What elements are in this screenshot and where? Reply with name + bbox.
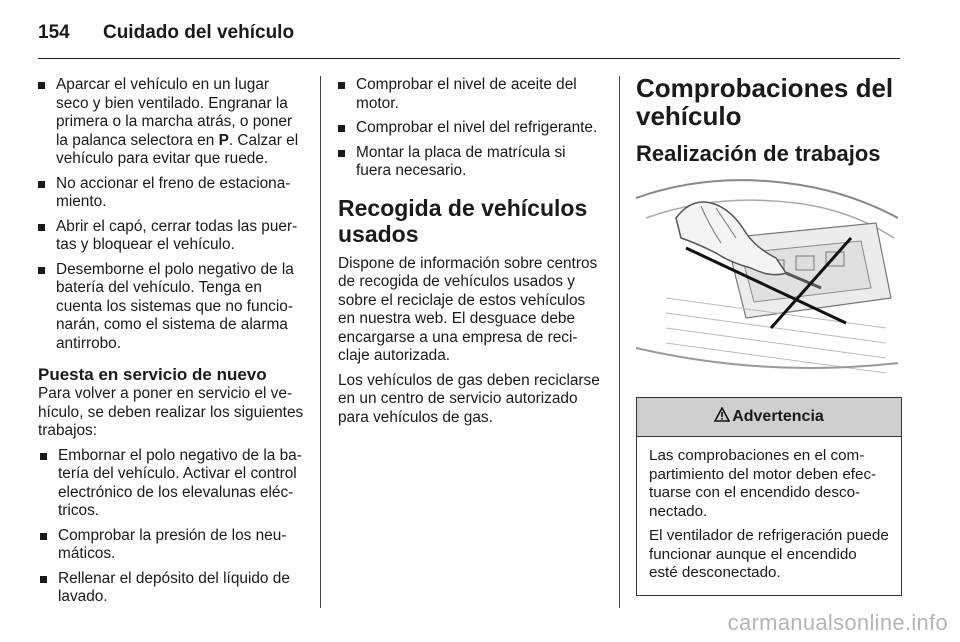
- bullet-square-icon: [38, 224, 45, 231]
- header-rule: [38, 58, 900, 59]
- list-item: [38, 76, 304, 169]
- engine-bay-drawing: [636, 178, 898, 383]
- list-item: [38, 218, 304, 255]
- column-divider: [619, 76, 620, 608]
- recycling-paragraph: Dispone de información sobre centros de recogida de vehículos usados y sobre el reciclaje de estos vehículos en nuestra web. El desguace debe encargarse a una empresa de reciclaje autorizada.: [338, 254, 598, 364]
- bullet-square-icon: [338, 150, 345, 157]
- warning-header: [637, 398, 901, 437]
- column-divider: [320, 76, 321, 608]
- warning-body: [637, 437, 901, 595]
- column-1: [38, 76, 304, 613]
- list-item: [40, 570, 304, 607]
- warning-paragraph: Las comprobaciones en el compartimiento del motor deben efectuarse con el encendido desconectado.: [649, 447, 877, 520]
- bullet-square-icon: [38, 181, 45, 188]
- recommission-steps-list: [38, 447, 304, 607]
- warning-paragraph: El ventilador de refrigeración puede funcionar aunque el encendido esté desconectado.: [649, 527, 889, 581]
- page-header: [38, 22, 294, 44]
- list-item: [40, 527, 304, 564]
- engine-compartment-illustration: [636, 178, 898, 383]
- page-number: 154: [38, 22, 70, 43]
- column-2: [338, 76, 604, 433]
- list-item: [38, 175, 304, 212]
- list-item-text: Embornar el polo negativo de la batería del vehículo. Activar el control electrónico de los elevalunas eléctricos.: [58, 446, 302, 519]
- list-item-text: Abrir el capó, cerrar todas las puertas y bloquear el vehículo.: [56, 217, 298, 253]
- bullet-square-icon: [338, 125, 345, 132]
- storage-steps-list: [38, 76, 304, 353]
- column-3: [636, 73, 902, 596]
- bullet-square-icon: [40, 576, 47, 583]
- list-item-text: Comprobar el nivel del refrigerante.: [356, 119, 598, 136]
- bullet-square-icon: [38, 82, 45, 89]
- watermark: carmanualsonline.info: [727, 610, 948, 635]
- gas-vehicle-paragraph: Los vehículos de gas deben reciclarse en un centro de servicio autorizado para vehículos de gas.: [338, 371, 600, 426]
- recommission-intro: Para volver a poner en servicio el vehículo, se deben realizar los siguientes trabajos:: [38, 385, 304, 439]
- list-item-text: No accionar el freno de estacionamiento.: [56, 174, 291, 210]
- list-item-text-post: . Calzar el vehículo para evitar que ruede.: [56, 131, 299, 167]
- section-heading-checks: Comprobaciones del vehículo: [636, 73, 894, 131]
- list-item: [338, 76, 604, 113]
- list-item-text: Comprobar el nivel de aceite del motor.: [356, 76, 577, 112]
- bullet-square-icon: [40, 453, 47, 460]
- section-heading-recycling: Recogida de vehículos usados: [338, 194, 588, 247]
- warning-box: [636, 397, 902, 596]
- page-title: Cuidado del vehículo: [102, 22, 295, 43]
- list-item-text: Rellenar el depósito del líquido de lavado.: [58, 569, 290, 605]
- list-item-text: Comprobar la presión de los neumáticos.: [58, 526, 287, 562]
- recommission-steps-continued: [338, 76, 604, 181]
- list-item-text-pre: Aparcar el vehículo en un lugar seco y bien ventilado. Engranar la primera o la marcha atrás, o poner la palanca selectora en: [56, 76, 293, 149]
- list-item: [338, 144, 604, 181]
- subheading-recommission: Puesta en servicio de nuevo: [38, 365, 267, 384]
- subheading-work: Realización de trabajos: [636, 141, 881, 166]
- list-item: [40, 447, 304, 521]
- bullet-square-icon: [338, 82, 345, 89]
- list-item-text: Desemborne el polo negativo de la batería del vehículo. Tenga en cuenta los sistemas que no funcionarán, como el sistema de alarma antirrobo.: [56, 260, 294, 352]
- list-item: [38, 261, 304, 354]
- bullet-square-icon: [38, 267, 45, 274]
- list-item: [338, 119, 604, 138]
- list-item-bold: P: [218, 131, 229, 149]
- warning-title: Advertencia: [732, 407, 824, 425]
- bullet-square-icon: [40, 533, 47, 540]
- list-item-text: Montar la placa de matrícula si fuera necesario.: [356, 143, 566, 179]
- warning-triangle-icon: [714, 407, 730, 428]
